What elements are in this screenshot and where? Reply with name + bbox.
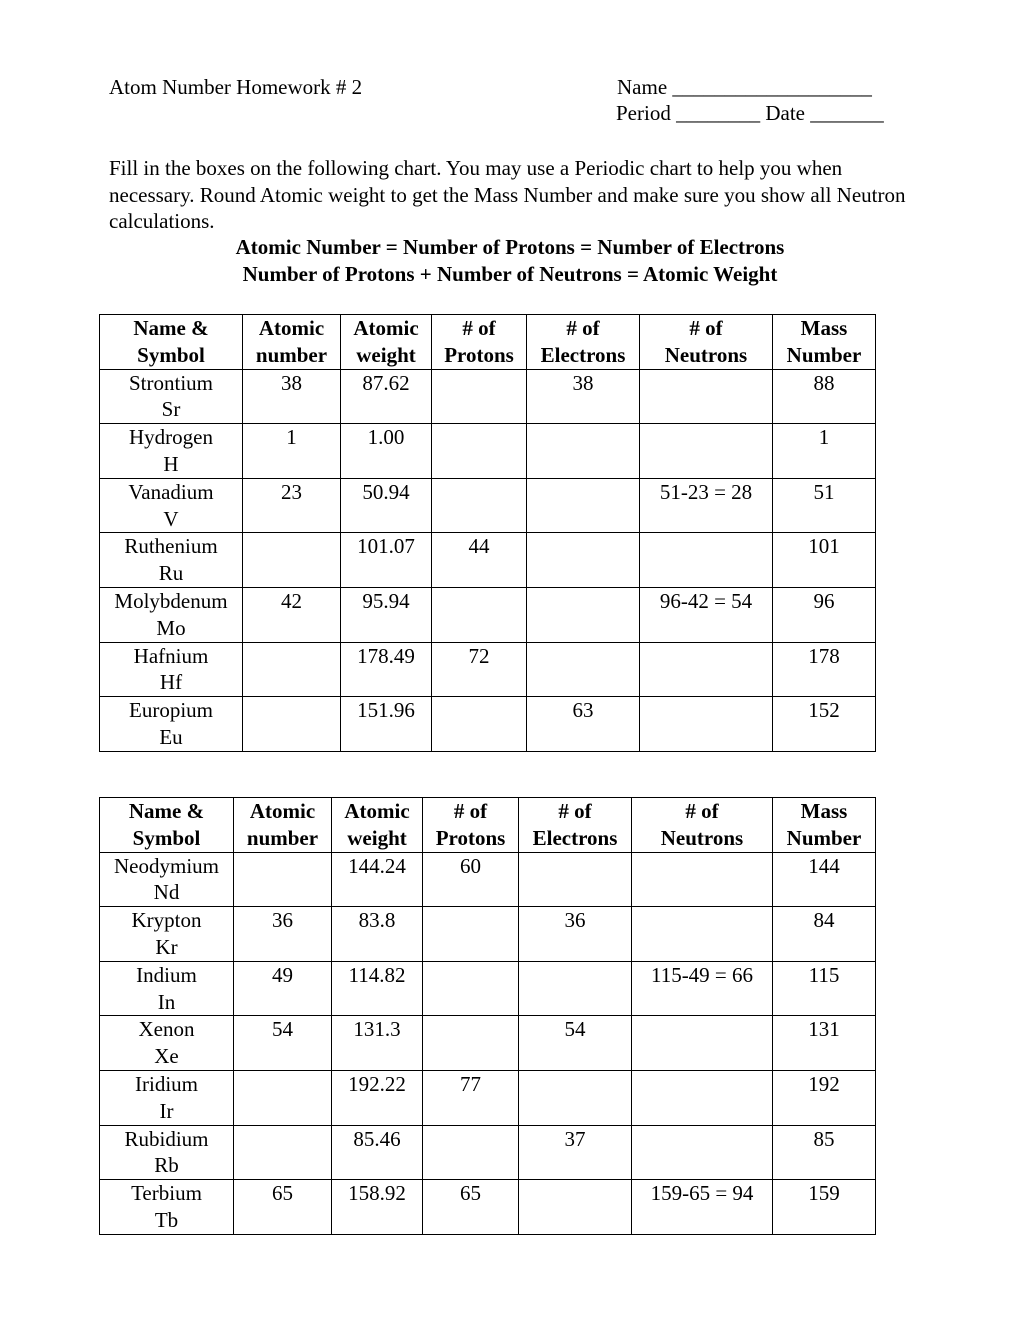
column-header-line: Symbol (137, 342, 205, 367)
element-name-cell (100, 533, 243, 588)
cell-protons: 65 (423, 1180, 519, 1235)
cell-mass: 115 (773, 961, 876, 1016)
cell-electrons[interactable] (519, 1070, 632, 1125)
column-header (100, 315, 243, 370)
cell-protons[interactable] (432, 369, 527, 424)
cell-atomic-weight: 1.00 (341, 424, 432, 479)
column-header-line: Neutrons (664, 342, 748, 367)
cell-neutrons[interactable] (640, 424, 773, 479)
column-header (519, 798, 632, 853)
element-symbol: Xe (154, 1044, 179, 1069)
cell-protons[interactable] (432, 697, 527, 752)
name-field[interactable]: Name ___________________ (617, 75, 872, 99)
column-header-line: Neutrons (660, 825, 744, 850)
cell-neutrons[interactable] (632, 852, 773, 907)
cell-neutrons[interactable] (640, 533, 773, 588)
element-name: Indium (136, 962, 197, 987)
cell-protons[interactable] (432, 587, 527, 642)
cell-mass: 85 (773, 1125, 876, 1180)
element-name-cell (100, 961, 234, 1016)
cell-protons[interactable] (423, 907, 519, 962)
column-header-line: Protons (435, 825, 506, 850)
table-row (100, 697, 876, 752)
cell-neutrons: 115-49 = 66 (632, 961, 773, 1016)
column-header (640, 315, 773, 370)
table-header (100, 315, 876, 370)
element-name: Strontium (128, 370, 213, 395)
column-header-line: Number (786, 342, 862, 367)
cell-mass: 101 (773, 533, 876, 588)
cell-atomic-number: 23 (243, 478, 341, 533)
column-header (243, 315, 341, 370)
cell-atomic-number: 36 (234, 907, 332, 962)
column-header-line: Symbol (132, 825, 201, 850)
column-header-line: # of (462, 316, 496, 340)
cell-neutrons[interactable] (640, 697, 773, 752)
element-name-cell (100, 1125, 234, 1180)
cell-mass: 192 (773, 1070, 876, 1125)
element-symbol: Sr (161, 397, 181, 422)
table-row (100, 1125, 876, 1180)
cell-atomic-weight: 83.8 (332, 907, 423, 962)
cell-protons: 77 (423, 1070, 519, 1125)
table-row (100, 1070, 876, 1125)
element-symbol: Tb (154, 1207, 179, 1232)
cell-atomic-weight: 114.82 (332, 961, 423, 1016)
column-header-line: Mass (800, 799, 848, 823)
element-name-cell (100, 697, 243, 752)
column-header (432, 315, 527, 370)
cell-mass: 96 (773, 587, 876, 642)
cell-atomic-number[interactable] (243, 642, 341, 697)
column-header-line: Mass (800, 316, 848, 340)
cell-neutrons[interactable] (632, 1070, 773, 1125)
cell-neutrons[interactable] (640, 369, 773, 424)
cell-mass: 152 (773, 697, 876, 752)
cell-neutrons[interactable] (632, 1125, 773, 1180)
column-header-line: Electrons (532, 825, 618, 850)
cell-electrons[interactable] (527, 533, 640, 588)
column-header-line: number (246, 825, 319, 850)
cell-electrons[interactable] (519, 1180, 632, 1235)
column-header-line: Name & (128, 799, 205, 823)
element-name-cell (100, 478, 243, 533)
element-name-cell (100, 424, 243, 479)
element-symbol: Kr (155, 934, 178, 959)
cell-protons: 72 (432, 642, 527, 697)
cell-atomic-weight: 87.62 (341, 369, 432, 424)
cell-electrons: 63 (527, 697, 640, 752)
cell-atomic-weight: 158.92 (332, 1180, 423, 1235)
column-header-line: number (255, 342, 328, 367)
column-header-line: # of (689, 316, 723, 340)
cell-atomic-number[interactable] (243, 533, 341, 588)
element-name: Rubidium (124, 1126, 209, 1151)
element-name-cell (100, 907, 234, 962)
cell-atomic-number[interactable] (243, 697, 341, 752)
cell-atomic-number: 38 (243, 369, 341, 424)
element-name: Europium (129, 698, 213, 723)
cell-mass: 51 (773, 478, 876, 533)
cell-atomic-number[interactable] (234, 852, 332, 907)
cell-atomic-number: 54 (234, 1016, 332, 1071)
cell-mass: 131 (773, 1016, 876, 1071)
cell-electrons: 36 (519, 907, 632, 962)
cell-protons[interactable] (423, 961, 519, 1016)
cell-electrons[interactable] (527, 642, 640, 697)
column-header-line: Name & (133, 316, 209, 340)
cell-electrons: 37 (519, 1125, 632, 1180)
cell-atomic-number: 65 (234, 1180, 332, 1235)
cell-neutrons: 51-23 = 28 (640, 478, 773, 533)
column-header (773, 798, 876, 853)
cell-atomic-number: 42 (243, 587, 341, 642)
cell-atomic-weight: 95.94 (341, 587, 432, 642)
element-name-cell (100, 1180, 234, 1235)
period-date-field[interactable]: Period ________ Date _______ (616, 101, 884, 125)
table-row (100, 478, 876, 533)
element-name: Ruthenium (124, 534, 218, 559)
column-header-line: Atomic (249, 799, 316, 823)
rule-atomic-weight: Number of Protons + Number of Neutrons = Atomic Weight (242, 262, 778, 286)
column-header-line: Atomic (258, 316, 325, 340)
column-header-line: Atomic (353, 316, 419, 340)
element-table-1 (99, 314, 876, 752)
cell-protons: 44 (432, 533, 527, 588)
cell-mass: 144 (773, 852, 876, 907)
element-name-cell (100, 1070, 234, 1125)
cell-protons: 60 (423, 852, 519, 907)
element-symbol: H (163, 451, 179, 476)
table-row (100, 1016, 876, 1071)
element-symbol: Nd (153, 880, 180, 905)
element-symbol: Eu (159, 724, 183, 749)
table-header (100, 798, 876, 853)
element-name: Hafnium (133, 643, 209, 668)
element-table-2 (99, 797, 876, 1235)
element-name: Iridium (135, 1071, 198, 1096)
column-header-line: weight (356, 342, 416, 367)
column-header-line: Number (786, 825, 862, 850)
element-symbol: In (157, 989, 176, 1014)
cell-mass: 178 (773, 642, 876, 697)
element-name: Terbium (131, 1181, 202, 1206)
column-header-line: Atomic (344, 799, 410, 823)
cell-protons[interactable] (423, 1016, 519, 1071)
cell-mass: 159 (773, 1180, 876, 1235)
cell-neutrons[interactable] (632, 907, 773, 962)
table-row (100, 852, 876, 907)
cell-electrons[interactable] (527, 587, 640, 642)
cell-protons[interactable] (432, 478, 527, 533)
cell-atomic-weight: 85.46 (332, 1125, 423, 1180)
column-header-line: Protons (444, 342, 514, 367)
table-row (100, 424, 876, 479)
element-name: Neodymium (114, 853, 219, 878)
column-header (332, 798, 423, 853)
column-header (234, 798, 332, 853)
table-row (100, 961, 876, 1016)
cell-neutrons[interactable] (632, 1016, 773, 1071)
table-row (100, 533, 876, 588)
element-name: Krypton (131, 908, 202, 933)
cell-atomic-number: 1 (243, 424, 341, 479)
cell-atomic-number[interactable] (234, 1070, 332, 1125)
cell-atomic-weight: 192.22 (332, 1070, 423, 1125)
cell-electrons: 38 (527, 369, 640, 424)
element-name-cell (100, 642, 243, 697)
column-header-line: # of (685, 799, 719, 823)
cell-protons[interactable] (432, 424, 527, 479)
cell-atomic-weight: 131.3 (332, 1016, 423, 1071)
element-symbol: Hf (159, 670, 183, 695)
element-name: Molybdenum (114, 588, 228, 613)
element-symbol: Ir (159, 1098, 174, 1123)
cell-atomic-number[interactable] (234, 1125, 332, 1180)
element-name: Hydrogen (129, 425, 213, 450)
column-header (100, 798, 234, 853)
column-header (773, 315, 876, 370)
table-row (100, 369, 876, 424)
element-name-cell (100, 587, 243, 642)
element-name-cell (100, 1016, 234, 1071)
element-symbol: Ru (158, 561, 184, 586)
column-header (527, 315, 640, 370)
element-symbol: Mo (156, 615, 186, 640)
column-header-line: # of (558, 799, 592, 823)
cell-mass: 84 (773, 907, 876, 962)
table-row (100, 587, 876, 642)
column-header (341, 315, 432, 370)
cell-atomic-weight: 101.07 (341, 533, 432, 588)
column-header-line: Electrons (540, 342, 626, 367)
element-name: Vanadium (128, 479, 214, 504)
cell-atomic-weight: 50.94 (341, 478, 432, 533)
cell-electrons[interactable] (519, 961, 632, 1016)
instructions-text: Fill in the boxes on the following chart. You may use a Periodic chart to help you when necessary. Round Atomic weight to get the Mass Number and make sure you show all Neutron calculations. (109, 156, 906, 234)
cell-electrons: 54 (519, 1016, 632, 1071)
cell-electrons[interactable] (527, 478, 640, 533)
cell-electrons[interactable] (527, 424, 640, 479)
element-symbol: V (163, 506, 179, 531)
cell-protons[interactable] (423, 1125, 519, 1180)
cell-mass: 88 (773, 369, 876, 424)
cell-atomic-weight: 178.49 (341, 642, 432, 697)
column-header-line: # of (566, 316, 600, 340)
page-title: Atom Number Homework # 2 (109, 75, 363, 99)
cell-electrons[interactable] (519, 852, 632, 907)
element-name-cell (100, 852, 234, 907)
column-header-line: # of (453, 799, 488, 823)
rule-atomic-number: Atomic Number = Number of Protons = Number of Electrons (235, 235, 785, 259)
cell-neutrons[interactable] (640, 642, 773, 697)
element-name-cell (100, 369, 243, 424)
cell-neutrons: 159-65 = 94 (632, 1180, 773, 1235)
cell-neutrons: 96-42 = 54 (640, 587, 773, 642)
table-row (100, 642, 876, 697)
column-header (632, 798, 773, 853)
column-header-line: weight (347, 825, 407, 850)
cell-mass: 1 (773, 424, 876, 479)
table-row (100, 907, 876, 962)
cell-atomic-weight: 144.24 (332, 852, 423, 907)
element-symbol: Rb (154, 1153, 179, 1178)
cell-atomic-weight: 151.96 (341, 697, 432, 752)
column-header (423, 798, 519, 853)
table-row (100, 1180, 876, 1235)
cell-atomic-number: 49 (234, 961, 332, 1016)
element-name: Xenon (138, 1017, 195, 1042)
